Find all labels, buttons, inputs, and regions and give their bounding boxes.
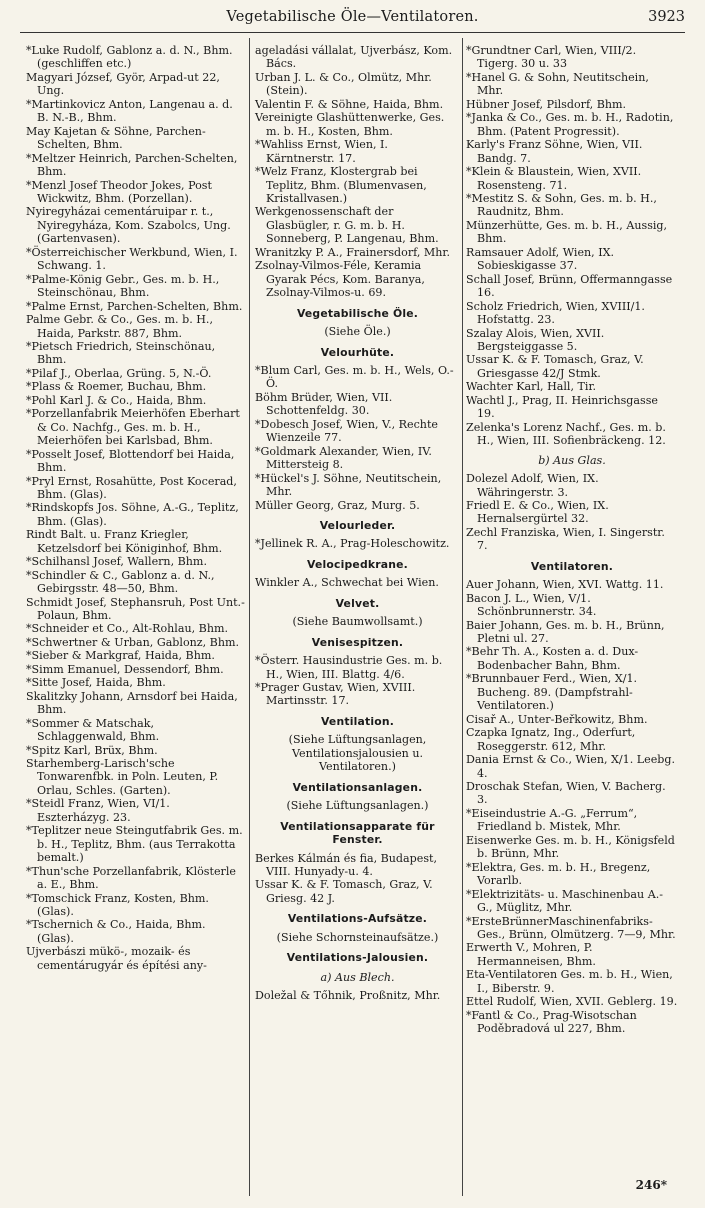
page-title: Vegetabilische Öle—Ventilatoren. — [226, 9, 479, 25]
directory-entry: *Wahliss Ernst, Wien, I. Kärntnerstr. 17. — [255, 138, 388, 165]
directory-entry: *Elektra, Ges. m. b. H., Bregenz, Vorarlb. — [466, 860, 651, 888]
directory-entry: *Tomschick Franz, Kosten, Bhm. (Glas). — [26, 891, 209, 918]
directory-entry: Ujverbászi mükö-, mozaik- és cementárugyár és építési any- — [26, 945, 207, 972]
directory-entry: Bacon J. L., Wien, V/1. Schönbrunnerstr. 34. — [466, 591, 597, 619]
directory-entry: Droschak Stefan, Wien, V. Bacherg. 3. — [466, 780, 666, 807]
directory-entry: *Schwertner & Urban, Gablonz, Bhm. — [26, 635, 240, 649]
directory-entry: *Menzl Josef Theodor Jokes, Post Wickwitz, Bhm. (Porzellan). — [26, 178, 212, 205]
directory-entry: Ramsauer Adolf, Wien, IX. Sobieskigasse 37. — [466, 245, 615, 273]
directory-entry: Dolezel Adolf, Wien, IX. Währingerstr. 3. — [466, 472, 599, 499]
directory-entry: Doležal & Tőhnik, Proßnitz, Mhr. — [255, 989, 441, 1003]
directory-entry: *Jellinek R. A., Prag-Holeschowitz. — [255, 537, 450, 551]
directory-entry: *Tschernich & Co., Haida, Bhm. (Glas). — [26, 918, 206, 945]
directory-entry: Karly's Franz Söhne, Wien, VII. Bandg. 7. — [466, 138, 643, 165]
section-heading: Velvet. — [335, 596, 380, 610]
directory-entry: Dania Ernst & Co., Wien, X/1. Leebg. 4. — [466, 753, 676, 780]
column-middle — [255, 44, 460, 1003]
directory-entry: Skalitzky Johann, Arnsdorf bei Haida, Bhm. — [26, 689, 238, 717]
directory-entry: *Porzellanfabrik Meierhöfen Eberhart & Co. Nachfg., Ges. m. b. H., Meierhöfen bei Karlsbad, Bhm. — [26, 407, 240, 448]
section-heading: Ventilationsapparate für Fenster. — [280, 819, 435, 847]
directory-entry: *Hückel's J. Söhne, Neutitschein, Mhr. — [255, 471, 442, 499]
section-heading: Ventilations-Jalousien. — [286, 951, 429, 965]
column-right — [466, 44, 678, 1036]
directory-entry: *Schindler & C., Gablonz a. d. N., Gebirgsstr. 48—50, Bhm. — [26, 568, 215, 596]
directory-entry: *Meltzer Heinrich, Parchen-Schelten, Bhm. — [26, 151, 238, 179]
directory-entry: *Klein & Blaustein, Wien, XVII. Rosensteng. 71. — [466, 165, 642, 192]
directory-entry: Erwerth V., Mohren, P. Hermanneisen, Bhm. — [466, 941, 596, 968]
directory-entry: *Österr. Hausindustrie Ges. m. b. H., Wien, III. Blattg. 4/6. — [255, 654, 443, 681]
directory-entry: Wachter Karl, Hall, Tir. — [466, 380, 597, 394]
directory-entry: *Behr Th. A., Kosten a. d. Dux-Bodenbacher Bahn, Bhm. — [466, 645, 639, 672]
directory-entry: *Palme Ernst, Parchen-Schelten, Bhm. — [26, 299, 243, 313]
directory-entry: *Hanel G. & Sohn, Neutitschein, Mhr. — [466, 70, 649, 98]
column-divider — [462, 38, 463, 1196]
section-heading: Velourhüte. — [320, 345, 395, 359]
directory-entry: *Sommer & Matschak, Schlaggenwald, Bhm. — [26, 716, 160, 744]
directory-entry: *Steidl Franz, Wien, VI/1. Eszterházyg. 23. — [26, 797, 170, 824]
directory-entry: *Sieber & Markgraf, Haida, Bhm. — [26, 649, 215, 663]
directory-entry: Wachtl J., Prag, II. Heinrichsgasse 19. — [466, 393, 658, 421]
directory-entry: *Prager Gustav, Wien, XVIII. Martinsstr. 17. — [255, 681, 416, 708]
directory-entry: *Grundtner Carl, Wien, VIII/2. Tigerg. 30 u. 33 — [466, 44, 637, 71]
column-divider — [249, 38, 250, 1196]
directory-entry: *Schneider et Co., Alt-Rohlau, Bhm. — [26, 622, 229, 636]
directory-entry: *Fantl & Co., Prag-Wisotschan Poděbradová ul 227, Bhm. — [466, 1008, 637, 1036]
directory-entry: Ettel Rudolf, Wien, XVII. Geblerg. 19. — [466, 995, 678, 1009]
directory-entry: *Mestitz S. & Sohn, Ges. m. b. H., Raudnitz, Bhm. — [466, 191, 657, 219]
directory-entry: Eta-Ventilatoren Ges. m. b. H., Wien, I., Biberstr. 9. — [466, 968, 673, 995]
directory-entry: *Goldmark Alexander, Wien, IV. Mittersteig 8. — [255, 444, 432, 472]
directory-entry: Cisař A., Unter-Beřkowitz, Bhm. — [466, 712, 648, 726]
directory-entry: *Thun'sche Porzellanfabrik, Klösterle a. E., Bhm. — [26, 864, 236, 892]
directory-entry: Berkes Kálmán és fia, Budapest, VIII. Hunyady-u. 4. — [255, 851, 437, 879]
subsection-heading: a) Aus Blech. — [320, 970, 395, 984]
cross-reference: (Siehe Lüftungsanlagen, Ventilationsjalousien u. Ventilatoren.) — [288, 733, 427, 774]
section-heading: Vegetabilische Öle. — [296, 306, 419, 320]
directory-entry: Baier Johann, Ges. m. b. H., Brünn, Pletni ul. 27. — [466, 618, 665, 646]
directory-entry: Schmidt Josef, Stephansruh, Post Unt.-Polaun, Bhm. — [26, 595, 245, 623]
directory-entry: *Schilhansl Josef, Wallern, Bhm. — [26, 555, 207, 569]
subsection-heading: b) Aus Glas. — [538, 453, 606, 467]
directory-entry: *Teplitzer neue Steingutfabrik Ges. m. b. H., Teplitz, Bhm. (aus Terrakotta bemalt.) — [26, 824, 243, 865]
directory-entry: ageladási vállalat, Ujverbász, Kom. Bács. — [255, 44, 453, 71]
directory-entry: Nyiregyházai cementáruipar r. t., Nyiregyháza, Kom. Szabolcs, Ung. (Gartenvasen). — [26, 205, 231, 246]
directory-entry: *Sitte Josef, Haida, Bhm. — [26, 676, 166, 690]
cross-reference: (Siehe Baumwollsamt.) — [292, 615, 423, 629]
cross-reference: (Siehe Schornsteinaufsätze.) — [276, 930, 439, 944]
directory-entry: *Pohl Karl J. & Co., Haida, Bhm. — [26, 393, 207, 407]
directory-entry: *Spitz Karl, Brüx, Bhm. — [26, 743, 158, 757]
directory-entry: Szalay Alois, Wien, XVII. Bergsteiggasse 5. — [466, 326, 605, 353]
directory-entry: *Martinkovicz Anton, Langenau a. d. B. N.-B., Bhm. — [26, 97, 233, 125]
directory-entry: Müller Georg, Graz, Murg. 5. — [255, 498, 420, 512]
directory-entry: *Elektrizitäts- u. Maschinenbau A.-G., Müglitz, Mhr. — [466, 887, 663, 915]
directory-entry: Schall Josef, Brünn, Offermanngasse 16. — [466, 272, 673, 300]
directory-entry: *Pryl Ernst, Rosahütte, Post Kocerad, Bhm. (Glas). — [26, 474, 237, 501]
directory-entry: Czapka Ignatz, Ing., Oderfurt, Roseggerstr. 612, Mhr. — [466, 726, 636, 753]
directory-entry: *Pilaf J., Oberlaa, Grüng. 5, N.-Ö. — [26, 366, 212, 380]
section-heading: Ventilations-Aufsätze. — [287, 912, 428, 926]
directory-entry: *Luke Rudolf, Gablonz a. d. N., Bhm. (geschliffen etc.) — [26, 44, 233, 71]
directory-entry: Valentin F. & Söhne, Haida, Bhm. — [255, 97, 444, 111]
directory-entry: Urban J. L. & Co., Olmütz, Mhr. (Stein). — [255, 70, 432, 98]
directory-entry: Starhemberg-Larisch'sche Tonwarenfbk. in Poln. Leuten, P. Orlau, Schles. (Garten). — [26, 757, 219, 797]
section-heading: Ventilation. — [320, 714, 395, 728]
section-heading: Ventilatoren. — [530, 559, 614, 573]
directory-entry: Magyari József, Györ, Arpad-ut 22, Ung. — [26, 70, 220, 98]
section-heading: Venisespitzen. — [311, 635, 404, 649]
directory-entry: *Posselt Josef, Blottendorf bei Haida, Bhm. — [26, 447, 235, 475]
directory-entry: *Österreichischer Werkbund, Wien, I. Schwang. 1. — [26, 245, 238, 273]
directory-entry: *Pietsch Friedrich, Steinschönau, Bhm. — [26, 339, 216, 367]
directory-entry: Zelenka's Lorenz Nachf., Ges. m. b. H., Wien, III. Sofienbräckeng. 12. — [466, 420, 666, 448]
directory-entry: *Eiseindustrie A.-G. „Ferrum“, Friedland b. Mistek, Mhr. — [466, 806, 638, 834]
directory-entry: Vereinigte Glashüttenwerke, Ges. m. b. H., Kosten, Bhm. — [255, 111, 445, 138]
page-number: 3923 — [648, 9, 685, 25]
directory-entry: Hübner Josef, Pilsdorf, Bhm. — [466, 97, 627, 111]
directory-entry: *Brunnbauer Ferd., Wien, X/1. Bucheng. 89. (Dampfstrahl-Ventilatoren.) — [466, 672, 638, 713]
directory-entry: *Simm Emanuel, Dessendorf, Bhm. — [26, 662, 224, 676]
signature-mark: 246* — [635, 1178, 667, 1192]
directory-entry: *Plass & Roemer, Buchau, Bhm. — [26, 380, 207, 394]
directory-entry: *Rindskopfs Jos. Söhne, A.-G., Teplitz, Bhm. (Glas). — [26, 501, 239, 528]
directory-entry: Auer Johann, Wien, XVI. Wattg. 11. — [466, 578, 664, 592]
directory-entry: Friedl E. & Co., Wien, IX. Hernalsergürtel 32. — [466, 498, 609, 526]
directory-entry: Münzerhütte, Ges. m. b. H., Aussig, Bhm. — [466, 218, 668, 246]
directory-entry: Ussar K. & F. Tomasch, Graz, V. Griesgasse 42/J Stmk. — [466, 353, 644, 380]
directory-entry: Palme Gebr. & Co., Ges. m. b. H., Haida, Parkstr. 887, Bhm. — [26, 313, 213, 340]
page-header — [20, 6, 685, 33]
cross-reference: (Siehe Öle.) — [324, 325, 391, 339]
directory-entry: *Janka & Co., Ges. m. b. H., Radotin, Bhm. (Patent Progressit). — [466, 111, 674, 138]
section-heading: Velocipedkrane. — [307, 557, 408, 571]
directory-entry: Böhm Brüder, Wien, VII. Schottenfeldg. 30. — [255, 390, 393, 418]
directory-entry: Winkler A., Schwechat bei Wien. — [255, 576, 439, 590]
directory-entry: *Dobesch Josef, Wien, V., Rechte Wienzeile 77. — [255, 417, 438, 445]
directory-entry: Scholz Friedrich, Wien, XVIII/1. Hofstattg. 23. — [466, 299, 645, 327]
directory-entry: *Palme-König Gebr., Ges. m. b. H., Steinschönau, Bhm. — [26, 272, 220, 300]
directory-entry: Zsolnay-Vilmos-Féle, Keramia Gyarak Pécs, Kom. Baranya, Zsolnay-Vilmos-u. 69. — [255, 259, 425, 300]
directory-entry: Wranitzky P. A., Frainersdorf, Mhr. — [255, 245, 451, 259]
directory-entry: *ErsteBrünnerMaschinenfabriks-Ges., Brünn, Olmützerg. 7—9, Mhr. — [466, 914, 676, 941]
directory-entry: Rindt Balt. u. Franz Kriegler, Ketzelsdorf bei Königinhof, Bhm. — [26, 528, 223, 555]
section-heading: Ventilationsanlagen. — [292, 780, 423, 794]
directory-entry: Werkgenossenschaft der Glasbügler, r. G. m. b. H. Sonneberg, P. Langenau, Bhm. — [255, 205, 439, 246]
column-left — [26, 44, 245, 972]
directory-entry: Eisenwerke Ges. m. b. H., Königsfeld b. Brünn, Mhr. — [466, 833, 675, 861]
directory-entry: May Kajetan & Söhne, Parchen-Schelten, Bhm. — [26, 124, 206, 152]
cross-reference: (Siehe Lüftungsanlagen.) — [286, 799, 429, 813]
directory-entry: *Blum Carl, Ges. m. b. H., Wels, O.-Ö. — [255, 363, 454, 391]
directory-entry: *Welz Franz, Klostergrab bei Teplitz, Bhm. (Blumenvasen, Kristallvasen.) — [255, 165, 427, 205]
section-heading: Velourleder. — [319, 518, 396, 532]
directory-entry: Ussar K. & F. Tomasch, Graz, V. Griesg. 42 J. — [255, 878, 433, 905]
directory-entry: Zechl Franziska, Wien, I. Singerstr. 7. — [466, 525, 665, 553]
